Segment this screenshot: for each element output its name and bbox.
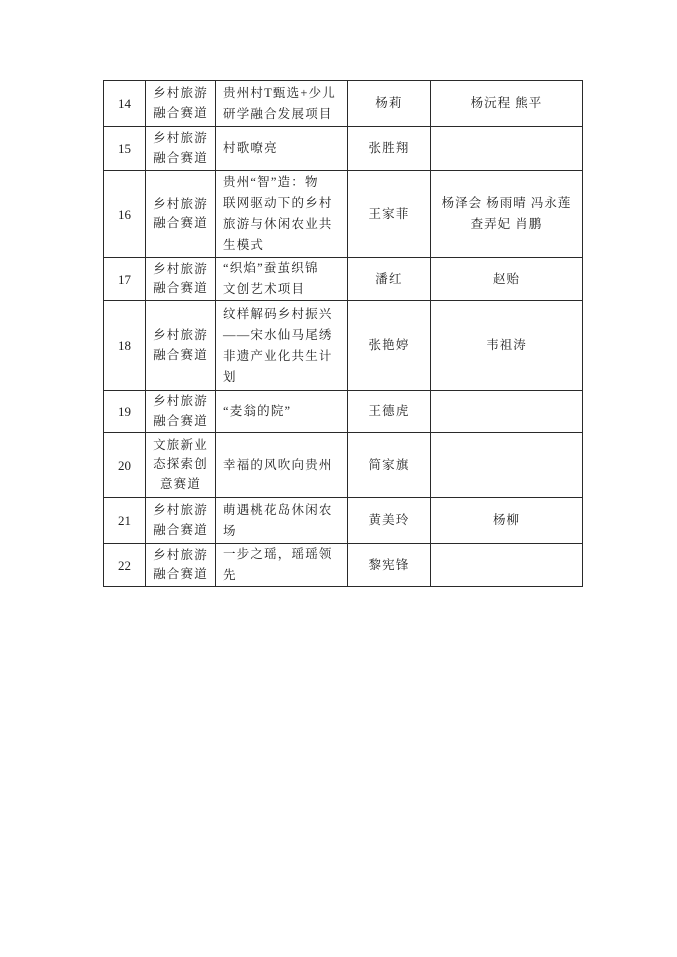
members-cell: 杨沅程 熊平 — [431, 81, 583, 127]
members-cell: 杨柳 — [431, 498, 583, 544]
project-name-cell: 贵州“智”造：物 联网驱动下的乡村 旅游与休闲农业共 生模式 — [216, 171, 348, 258]
leader-cell: 张艳婷 — [348, 301, 431, 391]
leader-cell: 张胜翔 — [348, 127, 431, 171]
table-row — [104, 81, 583, 127]
track-cell: 乡村旅游 融合赛道 — [146, 498, 216, 544]
members-cell: 杨泽会 杨雨晴 冯永莲 查弄妃 肖鹏 — [431, 171, 583, 258]
row-number-cell: 16 — [104, 171, 146, 258]
leader-cell: 潘红 — [348, 258, 431, 301]
project-name-cell: 一步之瑶，瑶瑶领 先 — [216, 544, 348, 587]
project-name-cell: 贵州村T甄选+少儿 研学融合发展项目 — [216, 81, 348, 127]
table-row — [104, 171, 583, 258]
members-cell — [431, 544, 583, 587]
table-row — [104, 433, 583, 498]
track-cell: 乡村旅游 融合赛道 — [146, 81, 216, 127]
project-table — [103, 80, 583, 587]
table-row — [104, 391, 583, 433]
table-row — [104, 127, 583, 171]
track-cell: 乡村旅游 融合赛道 — [146, 171, 216, 258]
leader-cell: 王家菲 — [348, 171, 431, 258]
project-name-cell: 村歌嘹亮 — [216, 127, 348, 171]
row-number-cell: 17 — [104, 258, 146, 301]
leader-cell: 杨莉 — [348, 81, 431, 127]
row-number-cell: 18 — [104, 301, 146, 391]
row-number-cell: 15 — [104, 127, 146, 171]
table-row — [104, 258, 583, 301]
leader-cell: 黎宪锋 — [348, 544, 431, 587]
members-cell: 赵贻 — [431, 258, 583, 301]
table-row — [104, 301, 583, 391]
table-row — [104, 544, 583, 587]
row-number-cell: 19 — [104, 391, 146, 433]
track-cell: 乡村旅游 融合赛道 — [146, 127, 216, 171]
track-cell: 乡村旅游 融合赛道 — [146, 544, 216, 587]
row-number-cell: 14 — [104, 81, 146, 127]
row-number-cell: 21 — [104, 498, 146, 544]
members-cell: 韦祖涛 — [431, 301, 583, 391]
leader-cell: 简家旗 — [348, 433, 431, 498]
project-name-cell: 幸福的风吹向贵州 — [216, 433, 348, 498]
leader-cell: 王德虎 — [348, 391, 431, 433]
project-name-cell: “织焰”蚕茧织锦 文创艺术项目 — [216, 258, 348, 301]
row-number-cell: 22 — [104, 544, 146, 587]
track-cell: 文旅新业 态探索创 意赛道 — [146, 433, 216, 498]
track-cell: 乡村旅游 融合赛道 — [146, 301, 216, 391]
project-name-cell: “麦翁的院” — [216, 391, 348, 433]
table-row — [104, 498, 583, 544]
members-cell — [431, 391, 583, 433]
members-cell — [431, 127, 583, 171]
leader-cell: 黄美玲 — [348, 498, 431, 544]
project-name-cell: 纹样解码乡村振兴 ——宋水仙马尾绣 非遗产业化共生计 划 — [216, 301, 348, 391]
members-cell — [431, 433, 583, 498]
track-cell: 乡村旅游 融合赛道 — [146, 391, 216, 433]
track-cell: 乡村旅游 融合赛道 — [146, 258, 216, 301]
project-name-cell: 萌遇桃花岛休闲农 场 — [216, 498, 348, 544]
row-number-cell: 20 — [104, 433, 146, 498]
